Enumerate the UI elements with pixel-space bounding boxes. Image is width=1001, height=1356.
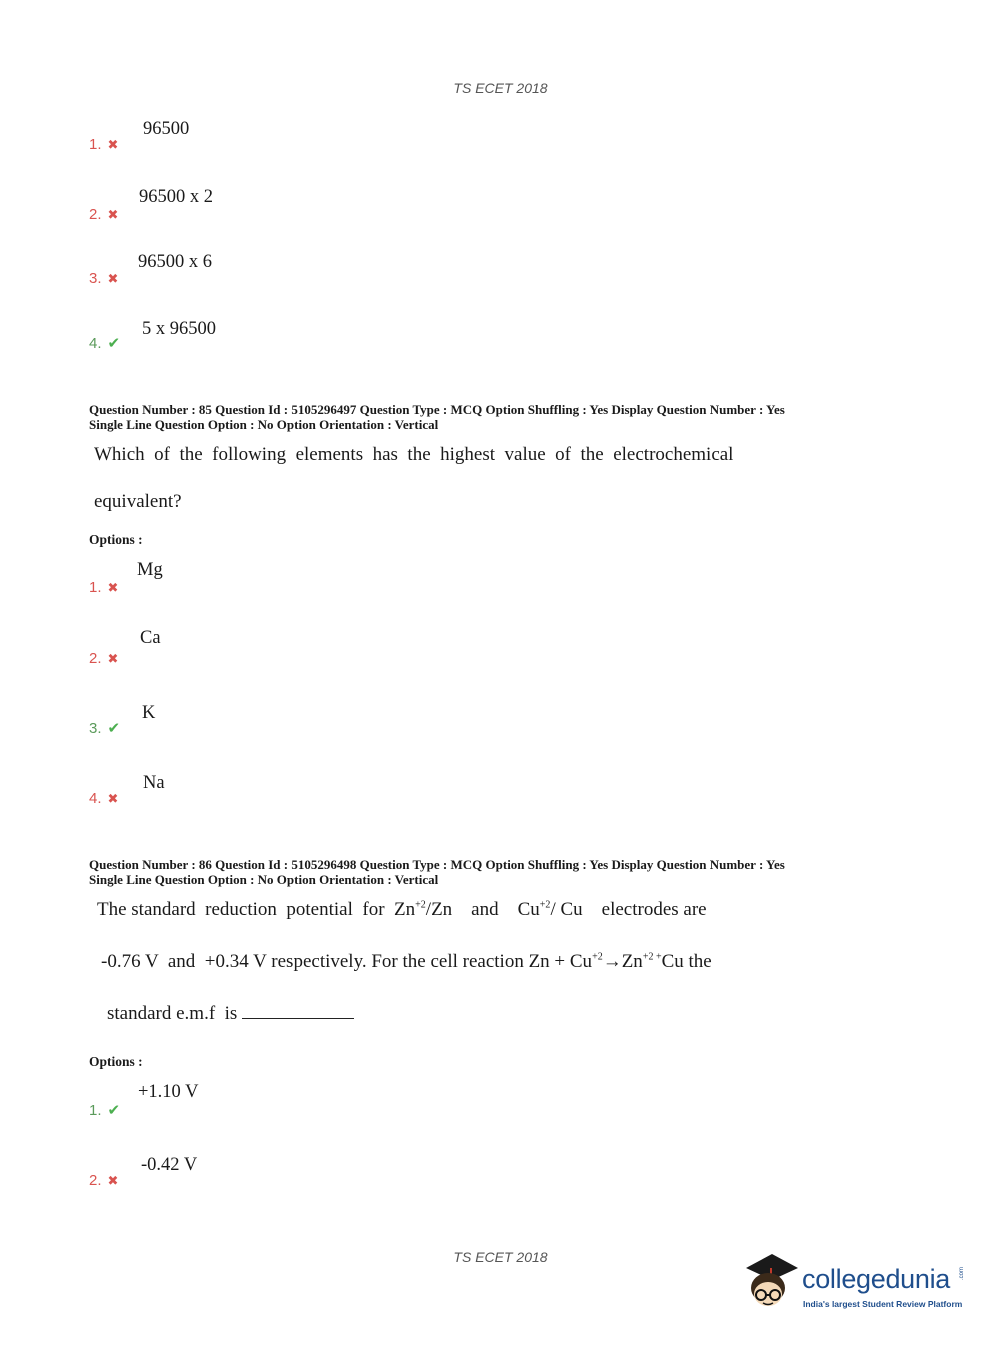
question-text: -0.76 V and +0.34 V respectively. For the cell reaction $Zn + Cu^{+2}\to Zn^{+2 +}Cu$ the [101,951,712,972]
wrong-mark-icon: ✖ [107,1174,119,1189]
question-text: standard e.m.f is [107,1003,354,1025]
option-number: 4. ✔ [89,334,121,352]
wrong-mark-icon: ✖ [107,652,119,667]
logo-suffix: .com [959,1267,965,1281]
collegedunia-logo [742,1248,972,1318]
option-number: 1. ✖ [89,579,119,596]
answer-blank [242,1004,354,1019]
correct-check-icon: ✔ [107,1101,121,1119]
option-text: +1.10 V [138,1082,199,1102]
question-text: Which of the following elements has the highest value of the electrochemical [94,444,734,465]
mascot-icon [742,1248,800,1312]
wrong-mark-icon: ✖ [107,208,119,223]
option-text: 5 x 96500 [142,319,216,339]
option-text: 96500 [143,119,190,139]
page-footer: TS ECET 2018 [453,1249,548,1265]
option-text: 96500 x 2 [139,187,213,207]
logo-wordmark: collegedunia [802,1264,951,1294]
question-meta [89,857,785,887]
wrong-mark-icon: ✖ [107,792,119,807]
option-number: 2. ✖ [89,206,119,223]
question-text: equivalent? [94,491,182,512]
option-number: 2. ✖ [89,1172,119,1189]
wrong-mark-icon: ✖ [107,581,119,596]
option-number: 1. ✖ [89,136,119,153]
option-text: Na [143,773,165,793]
meta-line: Question Number : 86 Question Id : 5105296498 Question Type : MCQ Option Shuffling : Yes Display Question Number : Yes [89,857,785,872]
option-text: Mg [137,560,163,580]
option-text: K [142,703,156,723]
meta-line: Single Line Question Option : No Option Orientation : Vertical [89,872,439,887]
correct-check-icon: ✔ [107,719,121,737]
option-text: 96500 x 6 [138,252,212,272]
wrong-mark-icon: ✖ [107,138,119,153]
option-number: 4. ✖ [89,790,119,807]
meta-line: Question Number : 85 Question Id : 5105296497 Question Type : MCQ Option Shuffling : Yes Display Question Number : Yes [89,402,785,417]
meta-line: Single Line Question Option : No Option Orientation : Vertical [89,417,439,432]
wrong-mark-icon: ✖ [107,272,119,287]
option-number: 1. ✔ [89,1101,121,1119]
option-number: 3. ✔ [89,719,121,737]
options-label: Options : [89,532,143,547]
options-label: Options : [89,1054,143,1069]
option-text: -0.42 V [141,1155,198,1175]
page-header: TS ECET 2018 [453,80,548,96]
logo-tagline: India's largest Student Review Platform [803,1299,963,1309]
option-text: Ca [140,628,161,648]
question-meta [89,402,785,432]
option-number: 3. ✖ [89,270,119,287]
correct-check-icon: ✔ [107,334,121,352]
question-text: The standard reduction potential for $Zn^{+2}/Zn$ and $Cu^{+2}/$ Cu electrodes are [97,899,707,920]
option-number: 2. ✖ [89,650,119,667]
